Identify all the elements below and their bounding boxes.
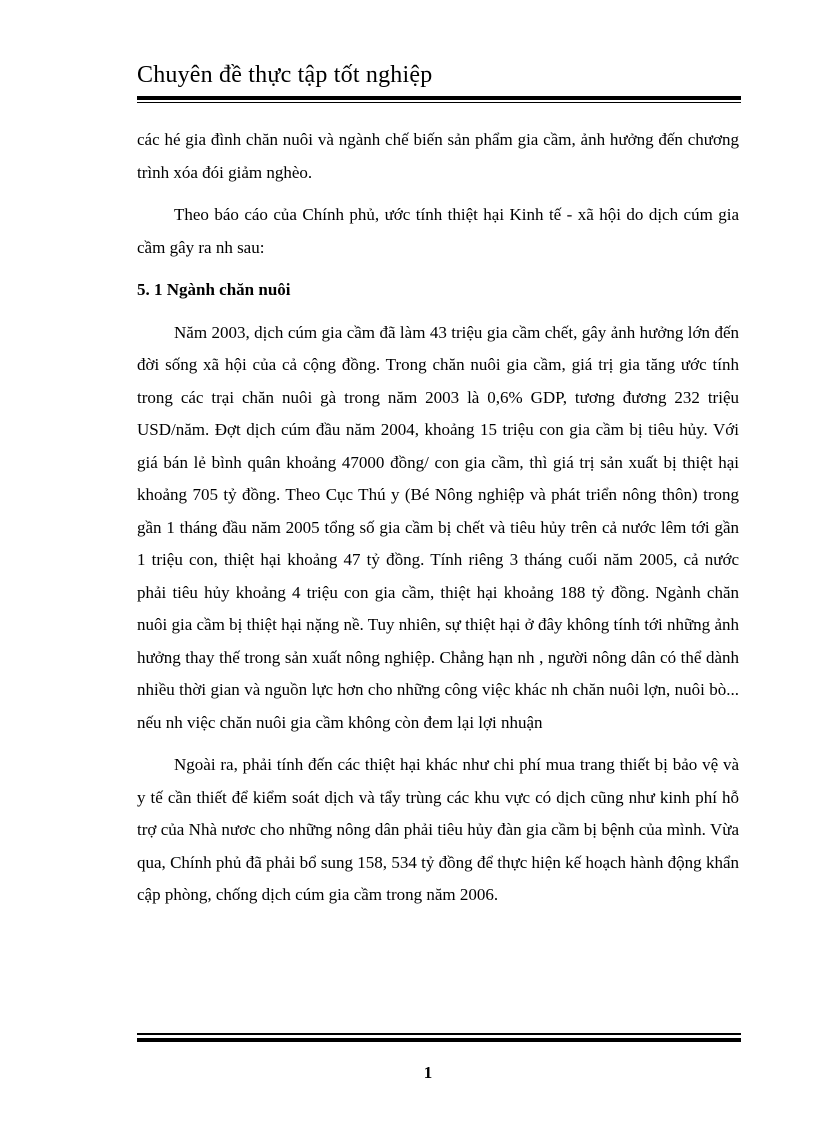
header-divider <box>137 96 741 103</box>
paragraph-other-losses: Ngoài ra, phải tính đến các thiệt hại khác như chi phí mua trang thiết bị bảo vệ và y tế cần thiết để kiểm soát dịch và tẩy trùng các khu vực có dịch cũng như kinh phí hỗ trợ của Nhà nươc cho những nông dân phải tiêu hủy đàn gia cầm bị bệnh của mình. Vừa qua, Chính phủ đã phải bổ sung 158, 534 tỷ đồng để thực hiện kế hoạch hành động khẩn cập phòng, chống dịch cúm gia cầm trong năm 2006. <box>137 755 739 904</box>
paragraph-livestock-losses: Năm 2003, dịch cúm gia cầm đã làm 43 triệu gia cầm chết, gây ảnh hưởng lớn đến đời sống xã hội của cả cộng đồng. Trong chăn nuôi gia cầm, giá trị gia tăng ước tính trong các trại chăn nuôi gà trong năm 2003 là 0,6% GDP, tương đương 232 triệu USD/năm. Đợt dịch cúm đầu năm 2004, khoảng 15 triệu con gia cầm bị tiêu hủy. Với giá bán lẻ bình quân khoảng 47000 đồng/ con gia cầm, thì giá trị sản xuất bị thiệt hại khoảng 705 tỷ đồng. Theo Cục Thú y (Bé Nông nghiệp và phát triển nông thôn) trong gần 1 tháng đầu năm 2005 tổng số gia cầm bị chết và tiêu hủy trên cả nước lêm tới gần 1 triệu con, thiệt hại khoảng 47 tỷ đồng. Tính riêng 3 tháng cuối năm 2005, cả nước phải tiêu hủy khoảng 4 triệu con gia cầm, thiệt hại khoảng 188 tỷ đồng. Ngành chăn nuôi gia cầm bị thiệt hại nặng nề. Tuy nhiên, sự thiệt hại ở đây không tính tới những ảnh hưởng thay thế trong sản xuất nông nghiệp. Chẳng hạn nh , người nông dân có thể dành nhiều thời gian và nguồn lực hơn cho những công việc khác nh chăn nuôi lợn, nuôi bò... nếu nh việc chăn nuôi gia cầm không còn đem lại lợi nhuận <box>137 322 739 732</box>
paragraph-continuation: các hé gia đình chăn nuôi và ngành chế biến sản phẩm gia cầm, ảnh hưởng đến chương trình xóa đói giảm nghèo. <box>137 130 739 182</box>
page-number: 1 <box>423 1063 433 1082</box>
page-header-title: Chuyên đề thực tập tốt nghiệp <box>137 62 433 88</box>
footer-divider <box>137 1033 741 1042</box>
document-body <box>137 124 739 922</box>
section-heading: 5. 1 Ngành chăn nuôi <box>137 280 291 299</box>
paragraph-report-intro: Theo báo cáo của Chính phủ, ước tính thiệt hại Kinh tế - xã hội do dịch cúm gia cầm gây ra nh sau: <box>137 205 739 257</box>
